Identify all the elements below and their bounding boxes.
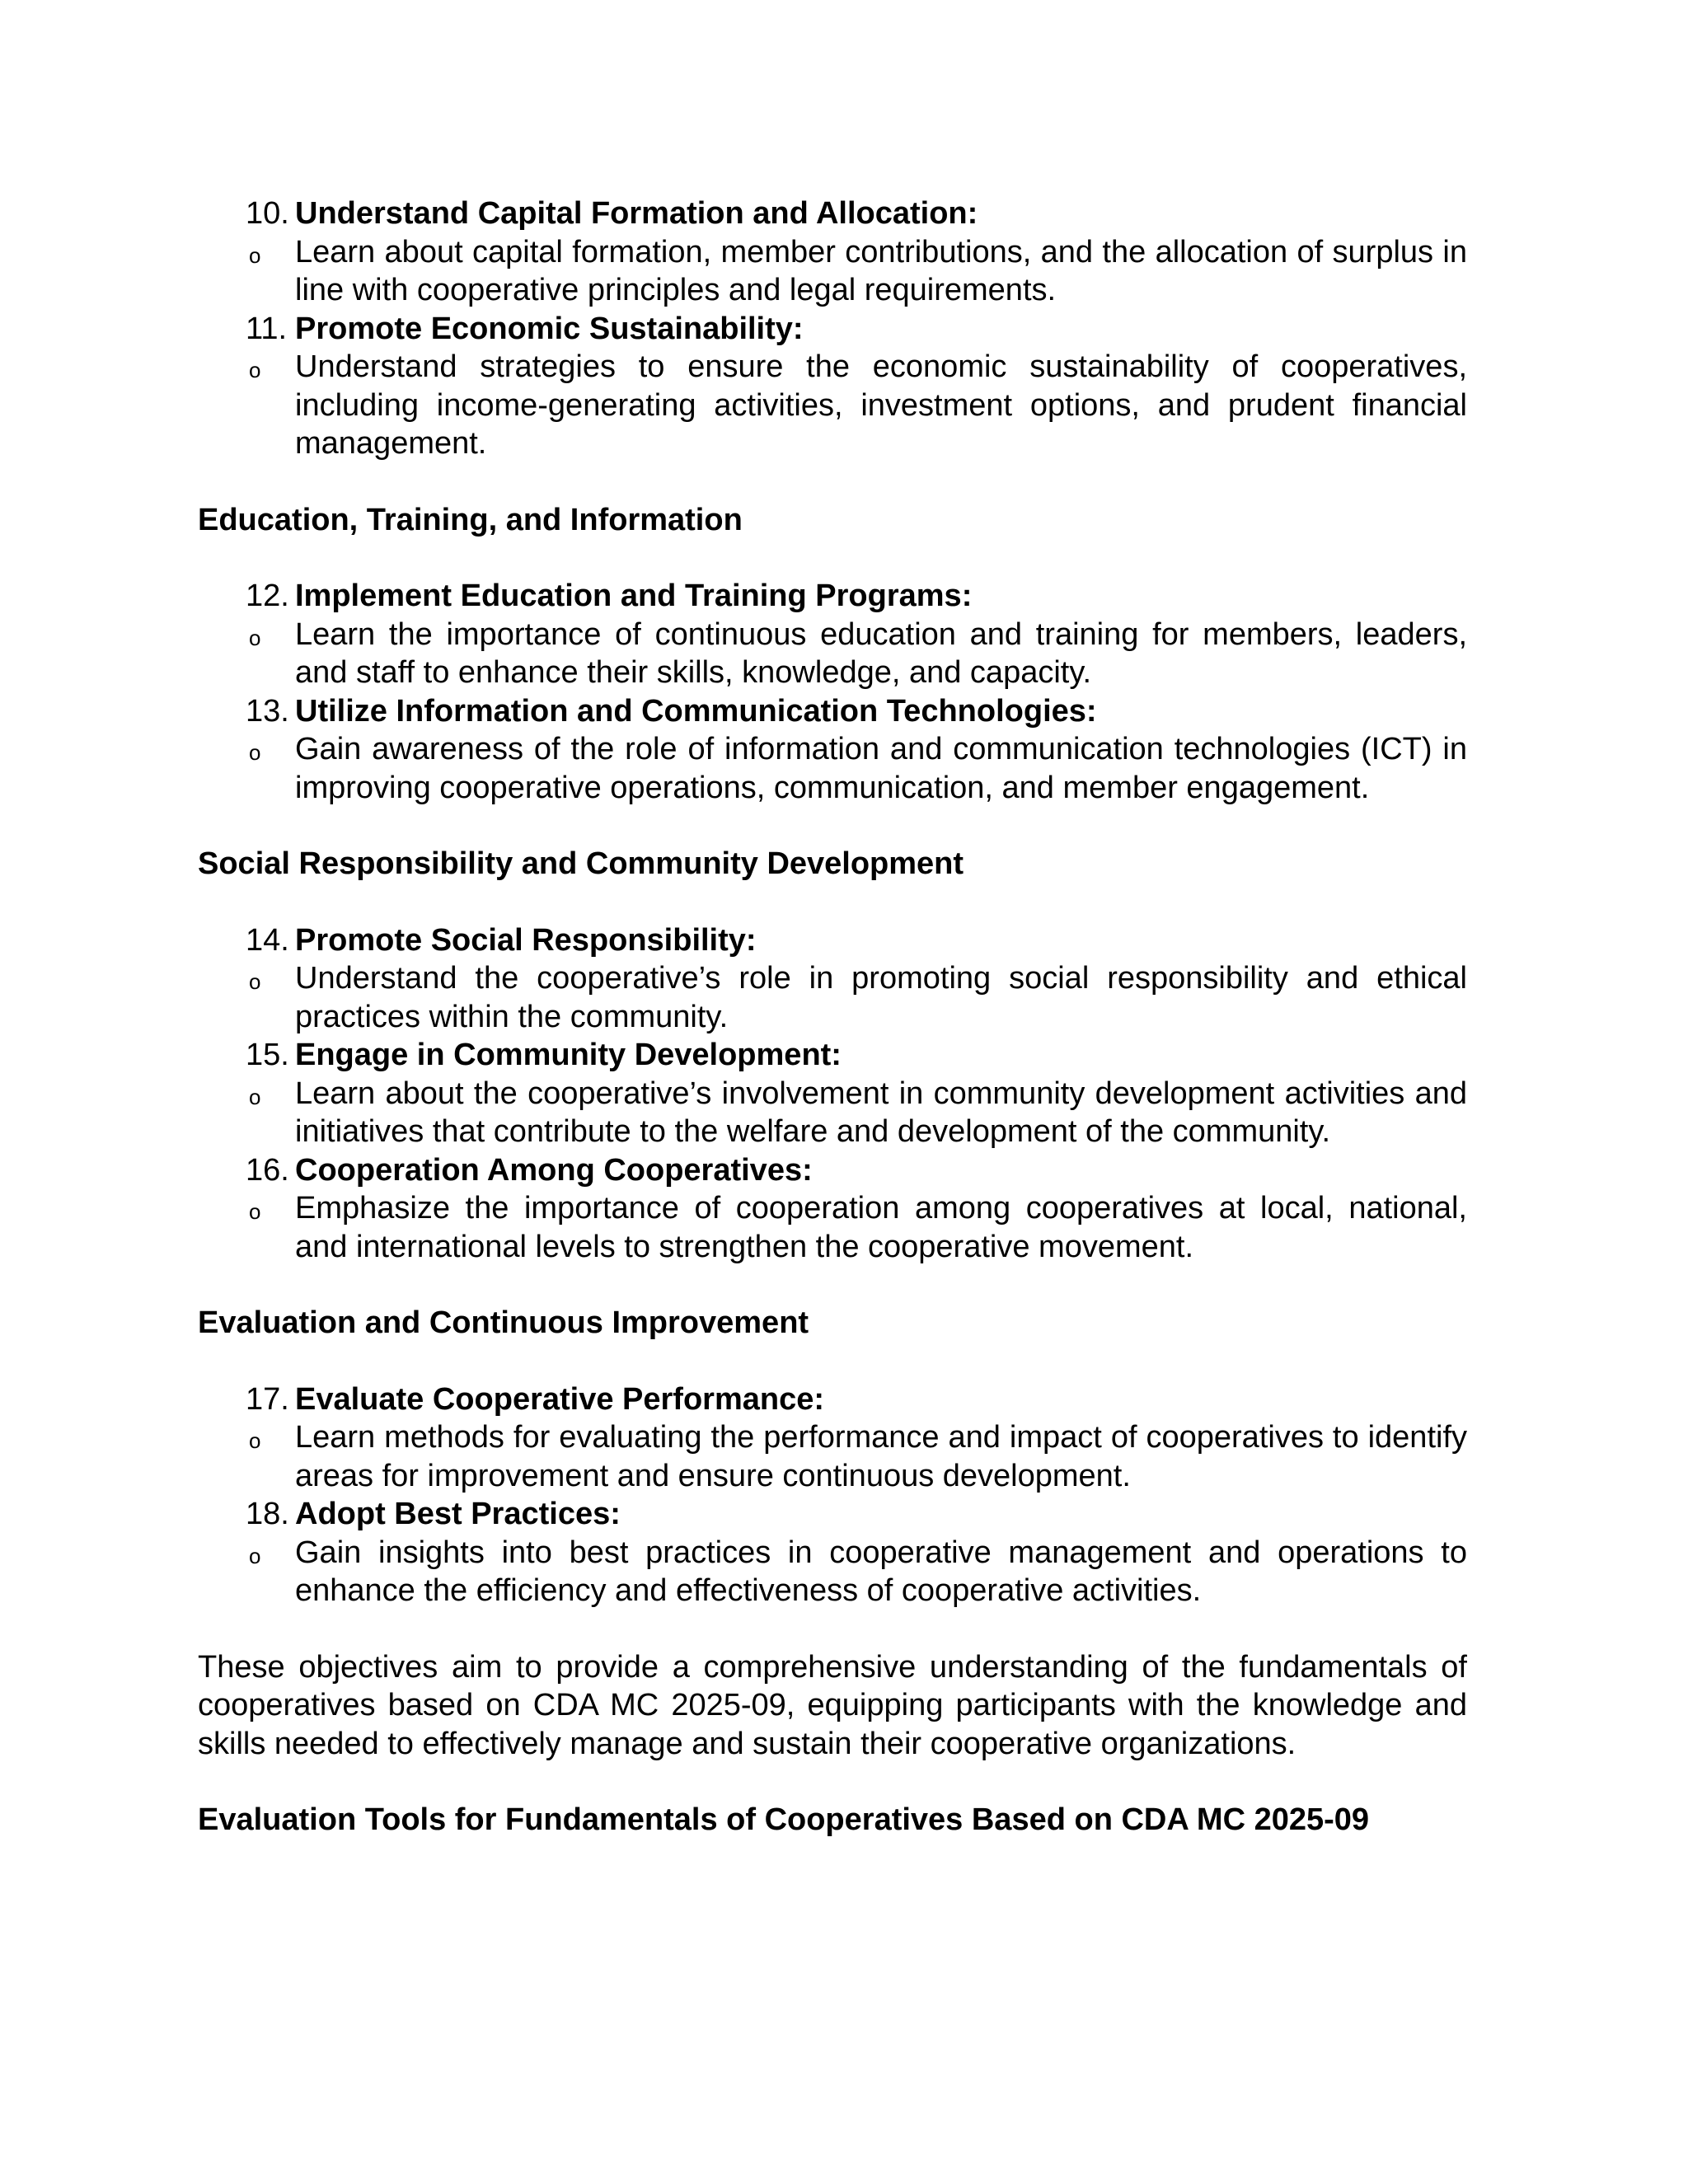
bullet-circle-icon: o bbox=[249, 740, 261, 765]
bullet-circle-icon: o bbox=[249, 1084, 261, 1109]
evaluation-tools-heading: Evaluation Tools for Fundamentals of Cooperatives Based on CDA MC 2025-09 bbox=[198, 1802, 1370, 1837]
objective-title: Cooperation Among Cooperatives: bbox=[295, 1152, 813, 1188]
bullet-circle-icon: o bbox=[249, 1543, 261, 1568]
objective-title: Understand Capital Formation and Allocation: bbox=[295, 196, 978, 231]
objective-item bbox=[198, 1151, 1467, 1190]
document-content bbox=[198, 194, 1467, 1840]
objective-item bbox=[198, 1495, 1467, 1534]
objective-group-continued bbox=[198, 194, 1467, 463]
objective-description bbox=[198, 1418, 1467, 1495]
objective-number: 18. bbox=[246, 1497, 289, 1531]
section-education bbox=[198, 501, 1467, 808]
objective-item bbox=[198, 921, 1467, 960]
objective-description bbox=[198, 1534, 1467, 1610]
objective-item bbox=[198, 692, 1467, 731]
objective-title: Promote Economic Sustainability: bbox=[295, 311, 804, 346]
objective-description-text: Emphasize the importance of cooperation among cooperatives at local, national, and international levels to strengthen the cooperative movement. bbox=[295, 1191, 1467, 1264]
objective-title: Evaluate Cooperative Performance: bbox=[295, 1381, 825, 1417]
objective-title: Adopt Best Practices: bbox=[295, 1497, 621, 1531]
objective-item bbox=[198, 194, 1467, 233]
objective-number: 10. bbox=[246, 196, 289, 231]
section-evaluation bbox=[198, 1304, 1467, 1610]
objective-description-text: Understand strategies to ensure the economic sustainability of cooperatives, including income-generating activities, investment options, and prudent financial management. bbox=[295, 349, 1467, 461]
bullet-circle-icon: o bbox=[249, 242, 261, 268]
objective-item bbox=[198, 577, 1467, 616]
objective-number: 17. bbox=[246, 1381, 289, 1417]
objective-description-text: Gain insights into best practices in cooperative management and operations to enhance the efficiency and effectiveness of cooperative activities. bbox=[295, 1535, 1467, 1608]
objective-title: Engage in Community Development: bbox=[295, 1038, 842, 1072]
objective-description-text: Learn about capital formation, member contributions, and the allocation of surplus in line with cooperative principles and legal requirements. bbox=[295, 234, 1467, 307]
objective-description bbox=[198, 1075, 1467, 1151]
objective-title: Implement Education and Training Programs: bbox=[295, 579, 973, 613]
objective-description bbox=[198, 959, 1467, 1036]
objective-description bbox=[198, 1189, 1467, 1266]
objective-description bbox=[198, 348, 1467, 463]
closing-paragraph: These objectives aim to provide a comprehensive understanding of the fundamentals of cooperatives based on CDA MC 2025-09, equipping participants with the knowledge and skills needed to effectively manage and sustain their cooperative organizations. bbox=[198, 1649, 1467, 1761]
section-heading: Education, Training, and Information bbox=[198, 502, 743, 537]
objective-description bbox=[198, 233, 1467, 310]
objective-description-text: Learn methods for evaluating the performance and impact of cooperatives to identify areas for improvement and ensure continuous development. bbox=[295, 1420, 1467, 1493]
section-heading: Evaluation and Continuous Improvement bbox=[198, 1305, 809, 1340]
objective-item bbox=[198, 1380, 1467, 1419]
bullet-circle-icon: o bbox=[249, 1199, 261, 1224]
objective-number: 11. bbox=[246, 311, 288, 346]
bullet-circle-icon: o bbox=[249, 625, 261, 650]
objective-description bbox=[198, 616, 1467, 692]
objective-description-text: Understand the cooperative’s role in promoting social responsibility and ethical practices within the community. bbox=[295, 961, 1467, 1034]
objective-description-text: Learn about the cooperative’s involvement in community development activities and initiatives that contribute to the welfare and development of the community. bbox=[295, 1076, 1467, 1149]
objective-description-text: Gain awareness of the role of information and communication technologies (ICT) in improving cooperative operations, communication, and member engagement. bbox=[295, 732, 1467, 805]
objective-description bbox=[198, 730, 1467, 807]
objective-number: 13. bbox=[246, 693, 289, 729]
objective-title: Promote Social Responsibility: bbox=[295, 922, 757, 958]
objective-description-text: Learn the importance of continuous education and training for members, leaders, and staff to enhance their skills, knowledge, and capacity. bbox=[295, 616, 1467, 690]
section-heading: Social Responsibility and Community Development bbox=[198, 846, 964, 881]
section-social-responsibility bbox=[198, 845, 1467, 1266]
objective-number: 15. bbox=[246, 1038, 289, 1072]
bullet-circle-icon: o bbox=[249, 358, 261, 382]
objective-item bbox=[198, 1036, 1467, 1075]
bullet-circle-icon: o bbox=[249, 969, 261, 994]
objective-item bbox=[198, 310, 1467, 349]
bullet-circle-icon: o bbox=[249, 1428, 261, 1453]
objective-number: 12. bbox=[246, 579, 289, 613]
objective-title: Utilize Information and Communication Technologies: bbox=[295, 693, 1097, 729]
objective-number: 16. bbox=[246, 1152, 289, 1188]
objective-number: 14. bbox=[246, 922, 289, 958]
